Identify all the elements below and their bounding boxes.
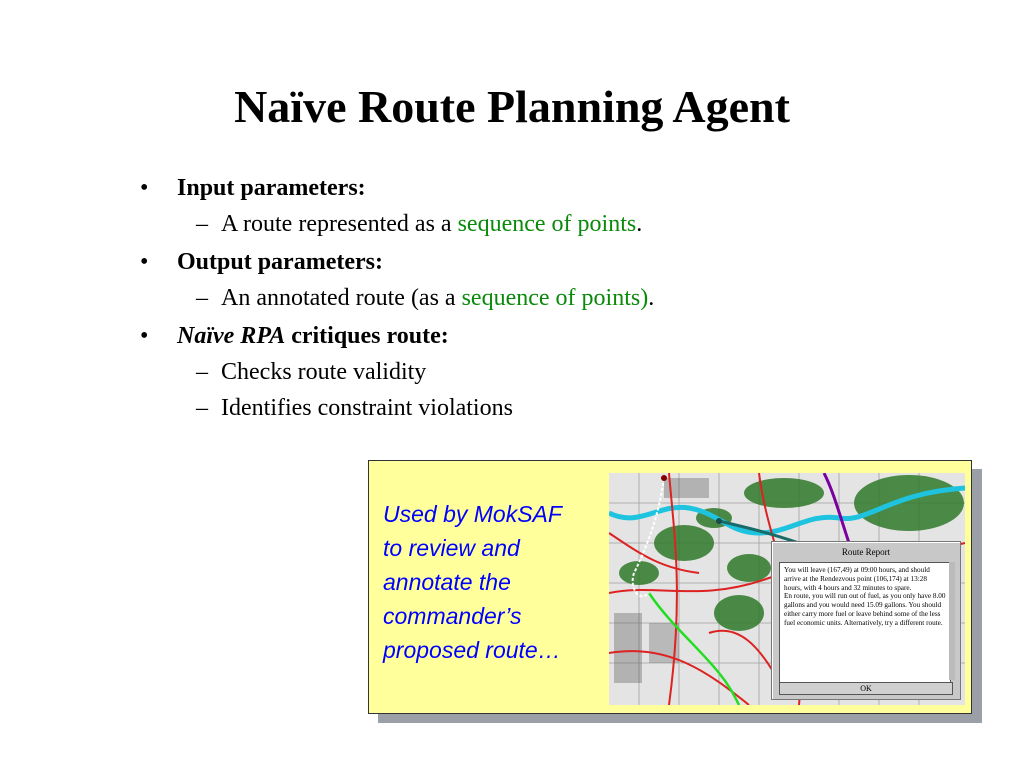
sub-bullet-text: A route represented as a: [221, 211, 458, 237]
caption-line: proposed route…: [383, 637, 561, 663]
bullet-symbol: •: [140, 323, 149, 349]
caption-line: to review and: [383, 535, 520, 561]
sub-bullet-violations: [140, 390, 840, 426]
bullet-list: [140, 168, 840, 426]
sub-bullet-text: Checks route validity: [221, 359, 427, 385]
bullet-symbol: •: [140, 249, 149, 275]
bullet-italic-text: Naïve RPA: [177, 323, 286, 349]
bullet-input-parameters: [140, 170, 840, 206]
sub-bullet-suffix: .: [636, 211, 643, 237]
dash-symbol: –: [196, 359, 208, 385]
bullet-text: critiques route:: [285, 323, 449, 349]
sub-bullet-validity: [140, 354, 840, 390]
sub-bullet-text: An annotated route (as a: [221, 285, 462, 311]
highlight-text: sequence of points): [461, 285, 649, 311]
report-paragraph-timing: You will leave (167,49) at 09:00 hours, and should arrive at the Rendezvous point (106,174) at 13:28 hours, with 4 hours and 32 minutes to spare.: [784, 566, 930, 592]
dialog-body: [779, 562, 951, 686]
map-screenshot: [609, 473, 965, 705]
dialog-title: Route Report: [841, 547, 891, 557]
dash-symbol: –: [196, 211, 208, 237]
ok-button[interactable]: OK: [779, 682, 953, 695]
bullet-text: Input parameters:: [177, 175, 366, 201]
sub-bullet-text: Identifies constraint violations: [221, 395, 513, 421]
bullet-symbol: •: [140, 175, 149, 201]
caption-line: Used by MokSAF: [383, 501, 562, 527]
bullet-text: Output parameters:: [177, 249, 383, 275]
sub-bullet-suffix: .: [648, 285, 655, 311]
route-report-dialog: [771, 541, 961, 700]
dash-symbol: –: [196, 285, 208, 311]
caption-line: annotate the: [383, 569, 511, 595]
caption-line: commander’s: [383, 603, 522, 629]
dash-symbol: –: [196, 395, 208, 421]
bullet-output-parameters: [140, 244, 840, 280]
figure-panel: [368, 460, 972, 714]
report-paragraph-fuel: En route, you will run out of fuel, as you only have 8.00 gallons and you would need 15.09 gallons. You should either carry more fuel or leave behind some of the less fuel economic units. Alternatively, try a different route.: [784, 592, 946, 627]
sub-bullet-route-input: [140, 206, 840, 242]
sub-bullet-annotated-route: [140, 280, 840, 316]
bullet-naive-rpa: [140, 318, 840, 354]
highlight-text: sequence of points: [457, 211, 637, 237]
figure-caption: [383, 497, 603, 667]
dialog-scrollbar[interactable]: [949, 562, 955, 680]
slide-title: Naïve Route Planning Agent: [234, 81, 790, 132]
